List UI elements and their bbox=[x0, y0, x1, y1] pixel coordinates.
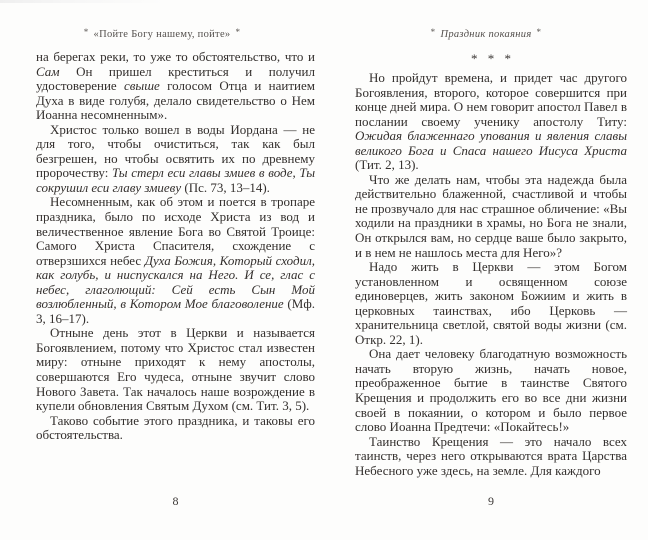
paragraph: Что же делать нам, чтобы эта надежда была действительно блаженной, счастливой и чтобы не прозвучало для нас страшное обличение: «Вы ходили на праздники в храмы, но Бога не знали, Он открылся вам, но сердце ваше было закрыто, и в нем не нашлось места для Него»? bbox=[355, 171, 627, 260]
left-page-body bbox=[36, 50, 315, 443]
paragraph: Несомненным, как об этом и поется в тропаре праздника, было по исходе Христа из вод и величественное явление Бога во Святой Троице: Самого Христа Спасителя, схождение с отверзшихся небес Духа Божия, Который сходил, как голубь, и ниспускался на Него. И се, глас с небес, глаголющий: Сей есть Сын Мой возлюбленный, в Котором Мое благоволение (Мф. 3, 16–17). bbox=[36, 194, 315, 326]
paragraph: Но пройдут времена, и придет час другого Богоявления, второго, которое совершится при конце дней мира. О нем говорит апостол Павел в послании своему ученику апостолу Титу: Ожидая блаженнаго упования и явления славы великого Бога и Спаса нашего Иисуса Христа (Тит. 2, 13). bbox=[355, 70, 627, 173]
right-running-head bbox=[324, 26, 648, 41]
paragraph: Таинство Крещения — это начало всех таинств, через него открываются врата Царства Небесного уже здесь, на земле. Для каждого bbox=[355, 433, 627, 478]
right-running-title: Праздник покаяния bbox=[440, 29, 532, 40]
right-page bbox=[324, 0, 648, 540]
paragraph: Надо жить в Церкви — этом Богом установленном и освященном союзе единоверцев, жить законом Божиим и жить в церковных таинствах, ибо Церковь — хранительница светлой, святой воды жизни (см. Откр. 22, 1). bbox=[355, 259, 627, 347]
asterisk-ornament-icon: * bbox=[536, 27, 542, 37]
paragraph: Таково событие этого праздника, и таковы его обстоятельства. bbox=[36, 412, 315, 443]
asterisk-ornament-icon: * bbox=[83, 27, 89, 37]
paragraph: Она дает человеку благодатную возможность начать вторую жизнь, начать новое, преображенное бытие в таинстве Святого Крещения и продолжить его во все дни жизни своей в покаянии, о котором и было первое слово Иоанна Предтечи: «Покайтесь!» bbox=[355, 346, 627, 435]
right-page-body bbox=[355, 51, 627, 478]
left-running-title: «Пойте Богу нашему, пойте» bbox=[93, 29, 231, 40]
right-page-number: 9 bbox=[488, 494, 494, 508]
paragraph: на берегах реки, то уже то обстоятельство, что и Сам Он пришел креститься и получил удостоверение свыше голосом Отца и наитием Духа в виде голубя, делало свидетельство о Нем Иоанна несомненным». bbox=[36, 49, 315, 123]
left-page-number: 8 bbox=[172, 494, 179, 508]
asterisk-ornament-icon: * bbox=[430, 27, 436, 37]
asterisk-ornament-icon: * bbox=[235, 27, 241, 37]
left-running-head bbox=[0, 26, 324, 41]
right-page-paragraphs bbox=[355, 71, 627, 478]
section-separator: * * * bbox=[471, 51, 511, 66]
paragraph: Христос только вошел в воды Иордана — не для того, чтобы очиститься, так как был безгрешен, но чтобы освятить их по древнему пророчеству: Ты стерл еси главы змиев в воде, Ты сокрушил еси главу змиеву (Пс. 73, 13–14). bbox=[36, 121, 315, 195]
paragraph: Отныне день этот в Церкви и называется Богоявлением, потому что Христос стал известен миру: отныне приходят к нему апостолы, совершаются Его чудеса, отныне звучит слово Нового Завета. Так началось наше возрождение в купели обновления Святым Духом (см. Тит. 3, 5). bbox=[36, 325, 315, 414]
